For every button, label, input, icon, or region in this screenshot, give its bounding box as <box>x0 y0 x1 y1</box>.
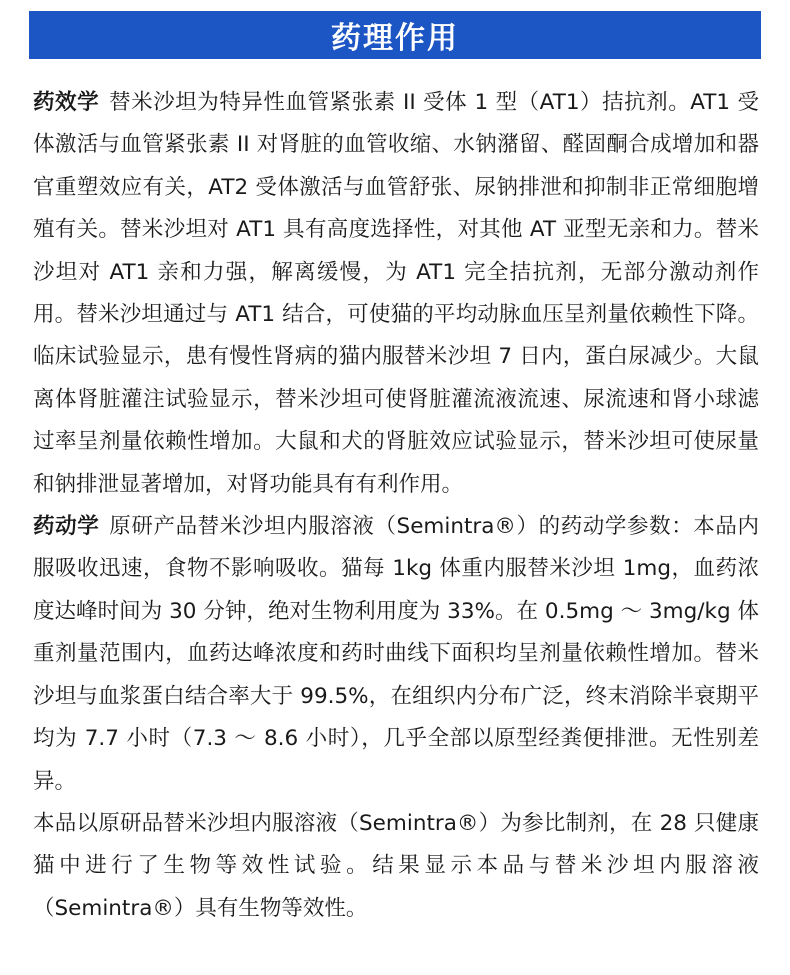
pharmacokinetics-text: 原研产品替米沙坦内服溶液（Semintra®）的药动学参数：本品内服吸收迅速，食物不影响吸收。猫每 1kg 体重内服替米沙坦 1mg，血药浓度达峰时间为 30 分钟，绝对生物利用度为 33%。在 0.5mg ～ 3mg/kg 体重剂量范围内，血药达峰浓度和药时曲线下面积均呈剂量依赖性增加。替米沙坦与血浆蛋白结合率大于 99.5%，在组织内分布广泛，终末消除半衰期平均为 7.7 小时（7.3 ～ 8.6 小时），几乎全部以原型经粪便排泄。无性别差异。 <box>33 514 759 794</box>
document-body <box>33 82 759 930</box>
bioequivalence-text: 本品以原研品替米沙坦内服溶液（Semintra®）为参比制剂，在 28 只健康猫中进行了生物等效性试验。结果显示本品与替米沙坦内服溶液（Semintra®）具有生物等效性。 <box>33 810 759 921</box>
bioequivalence-paragraph <box>33 803 759 930</box>
pharmacodynamics-text: 替米沙坦为特异性血管紧张素 II 受体 1 型（AT1）拮抗剂。AT1 受体激活与血管紧张素 II 对肾脏的血管收缩、水钠潴留、醛固酮合成增加和器官重塑效应有关，AT2 受体激活与血管舒张、尿钠排泄和抑制非正常细胞增殖有关。替米沙坦对 AT1 具有高度选择性，对其他 AT 亚型无亲和力。替米沙坦对 AT1 亲和力强，解离缓慢，为 AT1 完全拮抗剂，无部分激动剂作用。替米沙坦通过与 AT1 结合，可使猫的平均动脉血压呈剂量依赖性下降。临床试验显示，患有慢性肾病的猫内服替米沙坦 7 日内，蛋白尿减少。大鼠离体肾脏灌注试验显示，替米沙坦可使肾脏灌流液流速、尿流速和肾小球滤过率呈剂量依赖性增加。大鼠和犬的肾脏效应试验显示，替米沙坦可使尿量和钠排泄显著增加，对肾功能具有有利作用。 <box>33 90 759 497</box>
pharmacodynamics-paragraph <box>33 82 759 506</box>
section-title-banner <box>29 11 761 59</box>
pharmacodynamics-heading: 药效学 <box>33 90 100 115</box>
pharmacokinetics-heading: 药动学 <box>33 514 100 540</box>
pharmacokinetics-paragraph <box>33 506 759 803</box>
page-title: 药理作用 <box>331 21 459 56</box>
